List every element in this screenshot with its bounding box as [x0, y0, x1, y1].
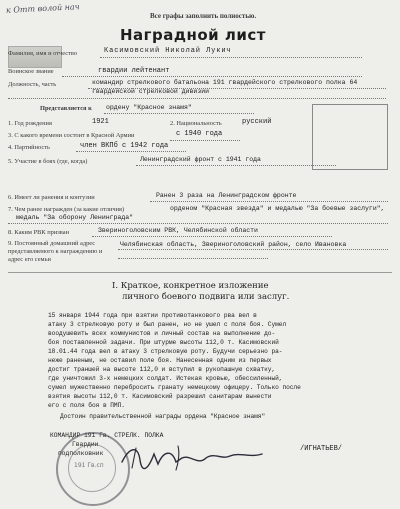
- field-label-address: 9. Постоянный домашний адрес представляемого к награждению и адрес его семьи: [8, 240, 103, 263]
- field-label-position: Должность, часть: [8, 81, 57, 88]
- stamp-label: 191 Гв.сп: [74, 462, 104, 469]
- commander-title-line-1: КОМАНДИР 191 Гв. СТРЕЛК. ПОЛКА: [50, 432, 164, 439]
- field-label-draft-office: 8. Каким РВК призван: [8, 229, 69, 236]
- field-label-combat: 5. Участие в боях (где, когда): [8, 158, 88, 165]
- field-line: [150, 201, 388, 202]
- narrative-line: Достоин правительственной награды ордена "Красное знамя": [60, 413, 266, 420]
- field-label-army-since: 3. С какого времени состоит в Красной Армии: [8, 132, 135, 139]
- photo-frame: [312, 104, 388, 170]
- document-title: Наградной лист: [120, 26, 266, 44]
- top-instruction-note: Все графы заполнить полностью.: [150, 12, 257, 20]
- field-line: [100, 57, 362, 58]
- narrative-line: боя поставленной задачи. При штурме высоты 112,0 т. Касимовский: [48, 339, 279, 346]
- field-value-rank: гвардии лейтенант: [98, 67, 170, 75]
- narrative-line: взятия высоты 112,0 т. Касимовский разрешил санитарам вынести: [48, 393, 272, 400]
- field-label-rank: Воинское звание: [8, 68, 54, 75]
- field-label-wounds: 6. Имеет ли ранения и контузии: [8, 194, 95, 201]
- field-value-draft-office: Звериноголовским РВК, Челябинской области: [98, 227, 258, 234]
- field-line: [76, 151, 186, 152]
- field-line: [170, 140, 240, 141]
- field-label-name: Фамилия, имя и отчество: [8, 50, 78, 57]
- field-label-birth-year: 1. Год рождения: [8, 120, 52, 127]
- field-value-birth-year: 1921: [92, 118, 109, 126]
- field-label-nationality: 2. Национальность: [170, 120, 222, 127]
- field-value-position: командир стрелкового батальона 191 гвардейского стрелкового полка 64 гвардейской стрелковой дивизии: [92, 79, 358, 95]
- narrative-line: где уничтожил 3-х немецких солдат. Истекая кровью, обессиленный,: [48, 375, 283, 382]
- field-line: [8, 223, 388, 224]
- field-line: [104, 113, 254, 114]
- field-value-wounds: Ранен 3 раза на Ленинградском фронте: [156, 192, 297, 199]
- field-value-prior-awards: орденом "Красная звезда" и медалью "За боевые заслуги", медаль "За оборону Ленинграда": [16, 205, 385, 221]
- narrative-line: сумел мужественно перебросить гранату немецкому офицеру. Только после: [48, 384, 301, 391]
- field-value-combat: Ленинградский фронт с 1941 года: [140, 156, 261, 163]
- narrative-line: неже раненым, не оставил поле боя. Нанесенная одним из первых: [48, 357, 272, 364]
- handwritten-signature: [118, 440, 268, 474]
- field-value-army-since: с 1940 года: [176, 130, 223, 138]
- field-line: [136, 165, 336, 166]
- field-label-party: 4. Партийность: [8, 144, 50, 151]
- field-label-nomination: Представляется к: [40, 105, 92, 112]
- signature-name: /ИГНАТЬЕВ/: [300, 445, 343, 453]
- narrative-line: 15 января 1944 года при взятии противотанкового рва вел в: [48, 312, 257, 319]
- field-line: [92, 236, 332, 237]
- commander-title-line-3: подполковник: [58, 450, 104, 457]
- field-value-party: член ВКПб с 1942 года: [80, 142, 169, 150]
- narrative-line: 18.01.44 года вел в атаку 3 стрелковую роту. Будучи серьезно ра-: [48, 348, 283, 355]
- field-line: [62, 76, 362, 77]
- field-value-name: Касимовский Николай Лукич: [104, 47, 232, 55]
- section-heading-line-2: личного боевого подвига или заслуг.: [122, 292, 290, 302]
- field-value-nationality: русский: [242, 118, 272, 126]
- field-line: [118, 258, 268, 259]
- section-divider: [8, 272, 392, 273]
- commander-title-line-2: Гвардии: [72, 441, 99, 448]
- narrative-line: атаку 3 стрелковую роту и был ранен, но не ушел с поля боя. Сумел: [48, 321, 287, 328]
- field-line: [8, 98, 386, 99]
- narrative-line: достиг траншей на высоте 112,0 и вступил в рукопашную схватку,: [48, 366, 276, 373]
- field-line: [118, 249, 388, 250]
- narrative-line: его с поля боя в ПМП.: [48, 402, 125, 409]
- field-line: [88, 88, 386, 89]
- section-heading-line-1: I. Краткое, конкретное изложение: [112, 281, 269, 291]
- corner-handwritten-note: к Отт волой нач: [5, 2, 80, 15]
- narrative-line: воодушевить всех коммунистов и личный состав на выполнение до-: [48, 330, 276, 337]
- field-value-nomination: ордену "Красное знамя": [106, 104, 192, 111]
- field-value-address: Челябинская область, Звериноголовский район, село Ивановка: [120, 241, 347, 248]
- field-label-prior-awards: 7. Чем ранее награжден (за какие отличия): [8, 206, 125, 213]
